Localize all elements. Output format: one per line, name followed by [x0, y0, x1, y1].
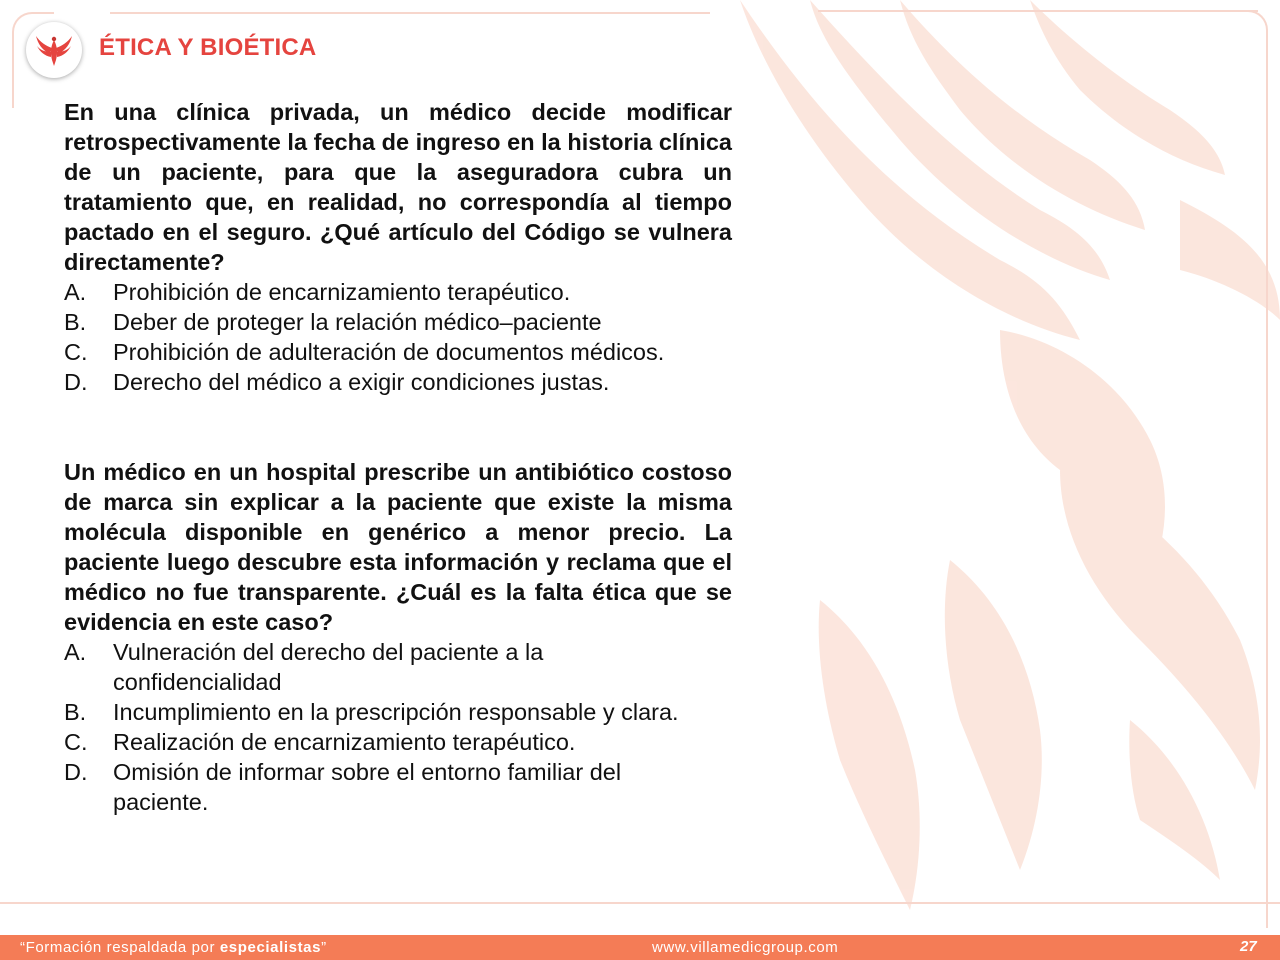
page-title: ÉTICA Y BIOÉTICA — [99, 34, 317, 61]
question-text: Un médico en un hospital prescribe un antibiótico costoso de marca sin explicar a la paciente que existe la misma molécula disponible en genérico a menor precio. La paciente luego descubre esta información y reclama que el médico no fue transparente. ¿Cuál es la falta ética que se evidencia en este caso? — [64, 459, 732, 635]
option-letter: A. — [64, 279, 87, 305]
frame-line-left — [12, 48, 14, 108]
frame-corner-right — [1226, 10, 1268, 52]
option-text: Vulneración del derecho del paciente a la confidencialidad — [113, 639, 544, 695]
answer-option — [64, 367, 732, 397]
option-text: Prohibición de encarnizamiento terapéutico. — [113, 279, 571, 305]
question-block — [64, 97, 732, 397]
option-text: Incumplimiento en la prescripción responsable y clara. — [113, 699, 679, 725]
option-text: Realización de encarnizamiento terapéutico. — [113, 729, 576, 755]
option-letter: B. — [64, 699, 87, 725]
answer-option — [64, 307, 732, 337]
option-letter: D. — [64, 369, 88, 395]
answer-option — [64, 727, 732, 757]
option-letter: C. — [64, 729, 88, 755]
answer-option — [64, 337, 732, 367]
answer-option — [64, 697, 732, 727]
content — [64, 97, 732, 817]
option-letter: A. — [64, 639, 87, 665]
question-text: En una clínica privada, un médico decide modificar retrospectivamente la fecha de ingreso en la historia clínica de un paciente, para que la aseguradora cubra un tratamiento que, en realidad, no correspondía al tiempo pactado en el seguro. ¿Qué artículo del Código se vulnera directamente? — [64, 99, 732, 275]
footer-slogan — [20, 939, 327, 956]
option-text: Derecho del médico a exigir condiciones justas. — [113, 369, 610, 395]
option-text: Prohibición de adulteración de documentos médicos. — [113, 339, 665, 365]
phoenix-watermark-icon — [700, 0, 1280, 935]
option-text: Deber de proteger la relación médico–paciente — [113, 309, 602, 335]
footer-bar — [0, 935, 1280, 960]
slogan-suffix: ” — [321, 939, 327, 956]
slogan-prefix: “Formación respaldada por — [20, 939, 220, 956]
frame-line-right — [1266, 48, 1268, 928]
option-letter: B. — [64, 309, 87, 335]
answer-options — [64, 277, 732, 397]
frame-line-top-right — [818, 10, 1258, 12]
answer-option — [64, 757, 732, 817]
slogan-bold: especialistas — [219, 939, 322, 956]
frame-line-top — [110, 12, 710, 14]
answer-option — [64, 277, 732, 307]
phoenix-logo-icon — [34, 32, 74, 68]
frame-line-bottom — [0, 902, 1280, 904]
question-block — [64, 457, 732, 817]
answer-option — [64, 637, 732, 697]
footer-url: www.villamedicgroup.com — [652, 939, 839, 956]
option-text: Omisión de informar sobre el entorno familiar del paciente. — [113, 759, 622, 815]
option-letter: D. — [64, 759, 88, 785]
option-letter: C. — [64, 339, 88, 365]
logo — [26, 22, 82, 78]
answer-options — [64, 637, 732, 817]
page-number: 27 — [1240, 938, 1257, 955]
